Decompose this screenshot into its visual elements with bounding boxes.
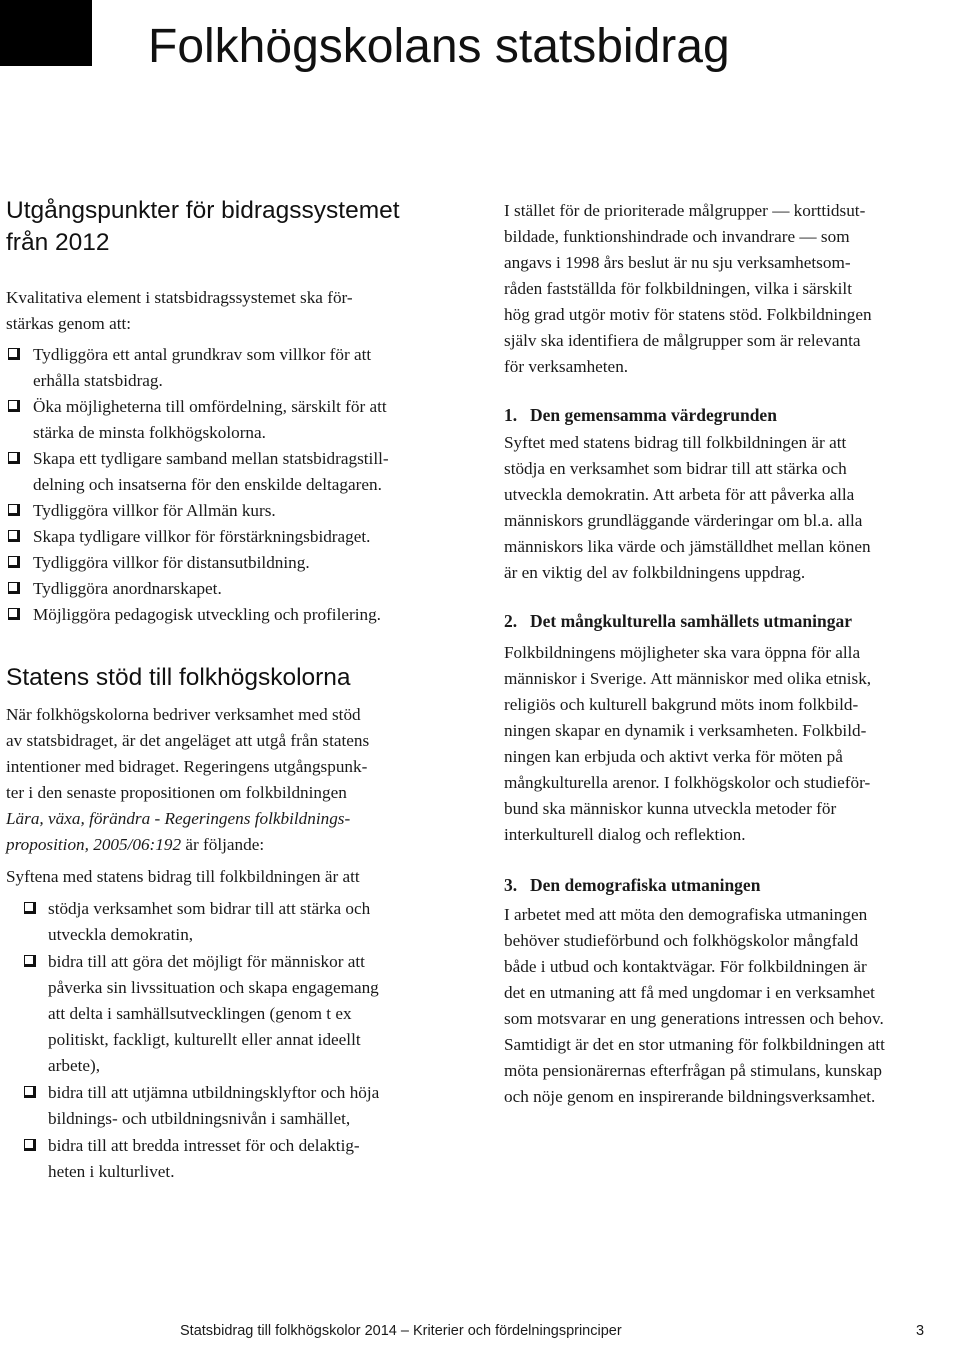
mangkulturella-paragraph: Folkbildningens möjligheter ska vara öppna för alla människor i Sverige. Att människor med olika etnisk, religiös och kulturell bakgrund möts inom folkbild- ningen skapar en dynamik i verksamheten. Folkbild- ningen kan erbjuda och aktivt verka för möten på mångkulturella arenor. I folkhögskolor och studieför- bund ska människor kunna utveckla metoder för interkulturell dialog och reflektion. bbox=[504, 643, 872, 844]
square-bullet-icon bbox=[8, 504, 20, 516]
purpose-list bbox=[6, 896, 456, 1185]
list-item: Tydliggöra ett antal grundkrav som villkor för att erhålla statsbidrag. bbox=[6, 342, 456, 394]
page-title: Folkhögskolans statsbidrag bbox=[148, 20, 730, 73]
right-intro-paragraph: I stället för de prioriterade målgrupper — korttidsut- bildade, funktionshindrade och invandrare — som angavs i 1998 års beslut är nu sju verksamhetsom- råden fastställda för folkbildningen, vilka i särskilt hög grad utgör motiv för statens stöd. Folkbildningen själv ska identifiera de målgrupper som är relevanta för verksamheten. bbox=[504, 201, 872, 376]
square-bullet-icon bbox=[8, 582, 20, 594]
list-item: Skapa tydligare villkor för förstärkningsbidraget. bbox=[6, 524, 456, 550]
square-bullet-icon bbox=[8, 452, 20, 464]
right-column bbox=[504, 198, 956, 1110]
criteria-list bbox=[6, 342, 456, 628]
list-item: Tydliggöra anordnarskapet. bbox=[6, 576, 456, 602]
square-bullet-icon bbox=[8, 556, 20, 568]
purpose-line: Syftena med statens bidrag till folkbildningen är att bbox=[6, 867, 360, 886]
footer-text: Statsbidrag till folkhögskolor 2014 – Kriterier och fördelningsprinciper bbox=[180, 1323, 622, 1339]
heading-demografiska: 3. Den demografiska utmaningen bbox=[504, 875, 761, 895]
list-item: Skapa ett tydligare samband mellan statsbidragstill- delning och insatserna för den enskilde deltagaren. bbox=[6, 446, 456, 498]
list-item: Öka möjligheterna till omfördelning, särskilt för att stärka de minsta folkhögskolorna. bbox=[6, 394, 456, 446]
square-bullet-icon bbox=[8, 400, 20, 412]
square-bullet-icon bbox=[24, 902, 36, 914]
intro-paragraph: Kvalitativa element i statsbidragssystemet ska för- stärkas genom att: bbox=[6, 288, 353, 333]
section-heading-utgangspunkter: Utgångspunkter för bidragssystemet från 2012 bbox=[6, 197, 400, 256]
heading-vardegrunden: 1. Den gemensamma värdegrunden bbox=[504, 405, 777, 425]
list-item: bidra till att utjämna utbildningsklyftor och höja bildnings- och utbildningsnivån i samhället, bbox=[6, 1080, 456, 1132]
statens-stod-paragraph: När folkhögskolorna bedriver verksamhet med stöd av statsbidraget, är det angeläget att utgå från statens intentioner med bidraget. Regeringens utgångspunk- ter i den senaste propositionen om folkbildningen Lära, växa, förändra - Regeringens folkbildnings- proposition, 2005/06:192 är följande: bbox=[6, 705, 370, 854]
section-heading-statens-stod: Statens stöd till folkhögskolorna bbox=[6, 664, 351, 691]
square-bullet-icon bbox=[24, 955, 36, 967]
list-item: stödja verksamhet som bidrar till att stärka och utveckla demokratin, bbox=[6, 896, 456, 948]
square-bullet-icon bbox=[24, 1139, 36, 1151]
heading-mangkulturella: 2. Det mångkulturella samhällets utmaningar bbox=[504, 611, 852, 631]
page-number: 3 bbox=[916, 1323, 925, 1339]
list-item: Tydliggöra villkor för distansutbildning. bbox=[6, 550, 456, 576]
vardegrunden-paragraph: Syftet med statens bidrag till folkbildningen är att stödja en verksamhet som bidrar till att stärka och utveckla demokratin. Att arbeta för att påverka alla människors grundläggande värderingar om bl.a. alla människors lika värde och jämställdhet mellan könen är en viktig del av folkbildningens uppdrag. bbox=[504, 433, 871, 582]
square-bullet-icon bbox=[8, 530, 20, 542]
list-item: Tydliggöra villkor för Allmän kurs. bbox=[6, 498, 456, 524]
list-item: bidra till att bredda intresset för och delaktig- heten i kulturlivet. bbox=[6, 1133, 456, 1185]
left-column bbox=[6, 195, 456, 1185]
list-item: bidra till att göra det möjligt för människor att påverka sin livssituation och skapa engagemang att delta i samhällsutvecklingen (genom t ex politiskt, fackligt, kulturellt eller annat ideellt arbete), bbox=[6, 949, 456, 1079]
square-bullet-icon bbox=[24, 1086, 36, 1098]
square-bullet-icon bbox=[8, 608, 20, 620]
header-black-square bbox=[0, 0, 92, 66]
demografiska-paragraph: I arbetet med att möta den demografiska utmaningen behöver studieförbund och folkhögskolor mångfald både i utbud och kontaktvägar. För folkbildningen är det en utmaning att få med ungdomar i en verksamhet som motsvarar en ung generations intressen och behov. Samtidigt är det en stor utmaning för folkbildningen att möta pensionärernas efterfrågan på stimulans, kunskap och nöje genom en inspirerande bildningsverksamhet. bbox=[504, 905, 885, 1106]
square-bullet-icon bbox=[8, 348, 20, 360]
proposition-title: Lära, växa, förändra - Regeringens folkbildnings- proposition, 2005/06:192 bbox=[6, 809, 351, 854]
list-item: Möjliggöra pedagogisk utveckling och profilering. bbox=[6, 602, 456, 628]
